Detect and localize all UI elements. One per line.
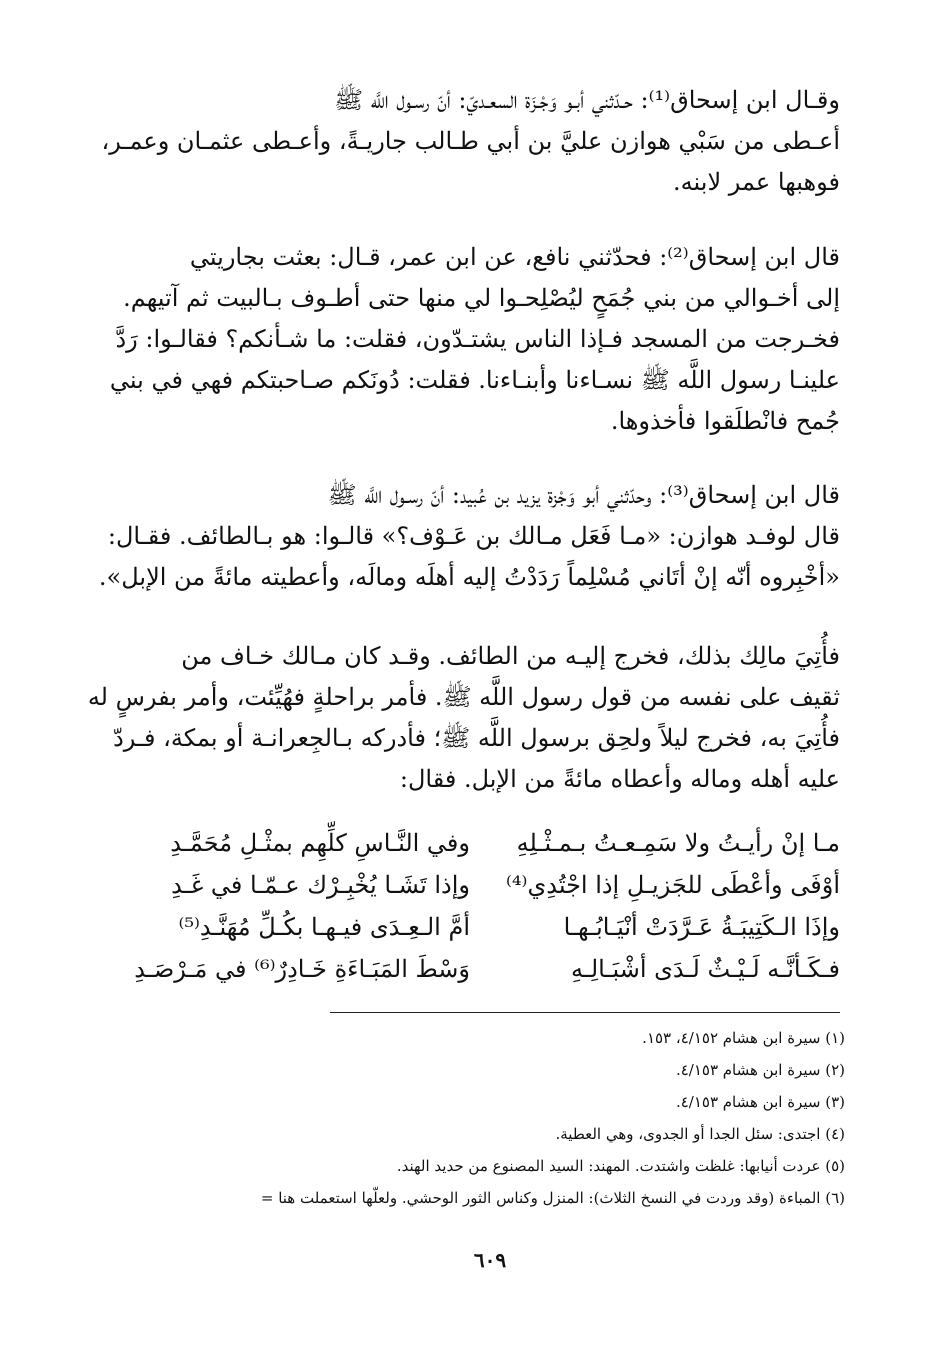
verse <box>140 906 840 948</box>
footnote-separator <box>330 1012 840 1013</box>
text-line: قال ابن إسحاق⁽²⁾: فحدّثني نافع، عن ابن عمر، قـال: بعثت بجاريتي <box>189 243 840 271</box>
paragraph-2 <box>109 237 840 442</box>
verse-first-hemistich: أوْفَى وأعْطَى للجَزيـلِ إذا اجْتُدِي⁽⁴⁾ <box>506 871 840 899</box>
text-line: عليه أهله وماله وأعطاه مائةً من الإبل. فقال: <box>399 765 840 793</box>
text-line: أعـطى من سَبْي هوازن عليَّ بن أبي طـالب جاريـةً، وأعـطى عثمـان وعمـر، <box>101 127 840 155</box>
verse <box>134 948 840 990</box>
poem <box>134 822 840 990</box>
footnote: (٦) المباءة (وقد وردت في النسخ الثلاث): المنزل وكناس الثور الوحشي. ولعلّها استعملت هنا = <box>260 1189 845 1207</box>
text-line: علينـا رسول اللَّه ﷺ نسـاءنا وأبنـاءنا. فقلت: دُونَكم صـاحبتكم فهي في بني <box>109 366 840 394</box>
text-line: «أخْبِروه أنّه إنْ أتَاني مُسْلِماً رَدَدْتُ إليه أهلَه ومالَه، وأعطيته مائةً من الإبل». <box>98 563 840 591</box>
verse-second-hemistich: وإذا تَشَـا يُخْبِـرْك عـمّـا في غَـدِ <box>171 871 470 899</box>
verse-first-hemistich: وإذَا الـكَتِيبَـةُ عَـرَّدَتْ أنْيَـابُـهـا <box>563 913 840 941</box>
text-line: فأُتِيَ به، فخرج ليلاً ولحِق برسول اللَّه ﷺ؛ فأدركه بـالجِعرانـة أو بمكة، فـردّ <box>113 724 840 752</box>
paragraph-3 <box>98 475 840 598</box>
page-number: ٦٠٩ <box>473 1248 507 1272</box>
text-line: قال ابن إسحاق⁽³⁾: وحدّثني أبو وَجْزة يزيد بن عُبيد: أنّ رسـول اللَّه ﷺ <box>327 481 840 509</box>
footnote: (٥) عردت أنيابها: غلظت واشتدت. المهند: السيد المصنوع من حديد الهند. <box>396 1157 845 1175</box>
footnote: (٢) سيرة ابن هشام ٤/١٥٣. <box>675 1061 845 1079</box>
footnote: (٣) سيرة ابن هشام ٤/١٥٣. <box>675 1093 845 1111</box>
text-line: ثقيف على نفسه من قول رسول اللَّه ﷺ. فأمر براحلةٍ فهُيِّئت، وأمر بفرسٍ له <box>87 683 840 711</box>
paragraph-4 <box>87 636 840 800</box>
text-line: جُمح فانْطلَقوا فأخذوها. <box>610 407 840 435</box>
footnote: (١) سيرة ابن هشام ٤/١٥٢، ١٥٣. <box>642 1029 845 1047</box>
verse-second-hemistich: وفي النَّـاسِ كلِّهِم بمثْـلِ مُحَمَّـدِ <box>170 829 470 857</box>
text-line: قال لوفـد هوازن: «مـا فَعَل مـالك بن عَـوْف؟» قالـوا: هو بـالطائف. فقـال: <box>107 522 840 550</box>
text-line: وقـال ابن إسحاق⁽¹⁾: حـدّثني أبـو وَجْـزَة السعـديّ: أنّ رسـول اللَّه ﷺ <box>334 86 840 114</box>
verse-first-hemistich: مـا إنْ رأيـتُ ولا سَمِـعـتُ بـمـثْـلِهِ <box>516 829 840 857</box>
verse-first-hemistich: فـكَـأنَّـه لَـيْـثٌ لَـدَى أشْبَـالِـهِ <box>570 955 840 983</box>
verse <box>140 822 840 864</box>
footnote: (٤) اجتدى: سئل الجدا أو الجدوى، وهي العطية. <box>555 1125 845 1143</box>
paragraph-1 <box>101 80 840 203</box>
footnotes <box>140 1022 845 1214</box>
verse-second-hemistich: أمَّ الـعِـدَى فيـهـا بكُـلِّ مُهَنَّـدِ⁽⁵⁾ <box>178 913 470 941</box>
text-line: إلى أخـوالي من بني جُمَحٍ ليُصْلِحـوا لي منها حتى أطـوف بـالبيت ثم آتيهم. <box>123 284 840 312</box>
verse <box>140 864 840 906</box>
text-line: فوهبها عمر لابنه. <box>673 168 840 196</box>
text-line: فخـرجت من المسجد فـإذا الناس يشتـدّون، فقلت: ما شـأنكم؟ فقالـوا: رَدَّ <box>115 325 840 353</box>
verse-second-hemistich: وَسْطَ المَبَـاءَةِ خَـادِرٌ⁽⁶⁾ في مَـرْصَـدِ <box>134 955 470 983</box>
text-line: فأُتِيَ مالِك بذلك، فخرج إليـه من الطائف. وقـد كان مـالك خـاف من <box>181 642 840 670</box>
